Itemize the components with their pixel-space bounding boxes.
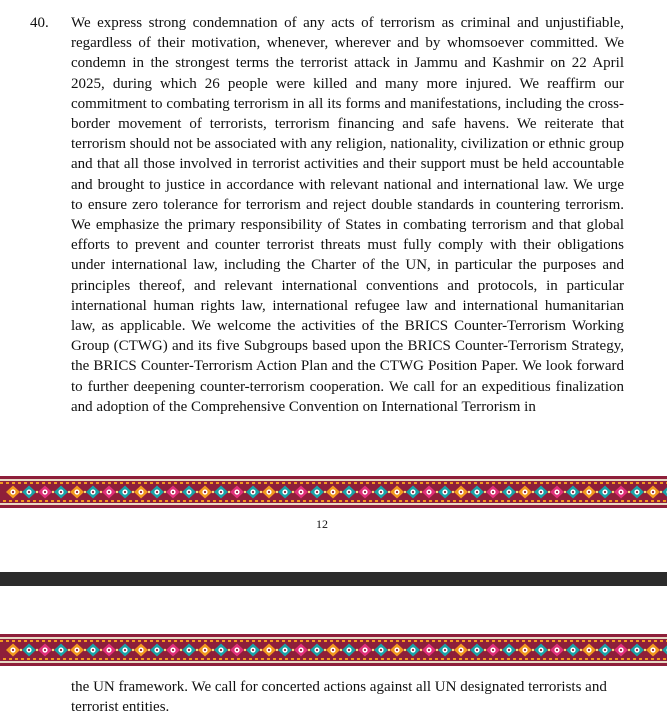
paragraph-continuation: the UN framework. We call for concerted actions against all UN designated terrorists and terrorist entities. xyxy=(71,679,607,715)
decorative-border-pattern xyxy=(0,476,667,508)
paragraph-number: 40. xyxy=(30,15,49,31)
paragraph-text: We express strong condemnation of any acts of terrorism as criminal and unjustifiable, regardless of their motivation, whenever, wherever and by whomsoever committed. We condemn in the strongest terms the terrorist attack in Jammu and Kashmir on 22 April 2025, during which 26 people were killed and many more injured. We reaffirm our commitment to combating terrorism in all its forms and manifestations, including the cross-border movement of terrorists, terrorism financing and safe havens. We reiterate that terrorism should not be associated with any religion, nationality, civilization or ethnic group and that all those involved in terrorist activities and their support must be held accountable and brought to justice in accordance with relevant national and international law. We urge to ensure zero tolerance for terrorism and reject double standards in countering terrorism. We emphasize the primary responsibility of States in combating terrorism and that global efforts to prevent and counter terrorist threats must fully comply with their obligations under international law, including the Charter of the UN, in particular the purposes and principles thereof, and relevant international conventions and protocols, in particular international human rights law, international refugee law and international humanitarian law, as applicable. We welcome the activities of the BRICS Counter-Terrorism Working Group (CTWG) and its five Subgroups based upon the BRICS Counter-Terrorism Strategy, the BRICS Counter-Terrorism Action Plan and the CTWG Position Paper. We look forward to further deepening counter-terrorism cooperation. We call for an expeditious finalization and adoption of the Comprehensive Convention on International Terrorism in xyxy=(71,15,624,415)
page-separator xyxy=(0,572,667,586)
decorative-border-pattern xyxy=(0,634,667,666)
document-page-13 xyxy=(0,586,667,717)
page-number: 12 xyxy=(316,517,328,531)
